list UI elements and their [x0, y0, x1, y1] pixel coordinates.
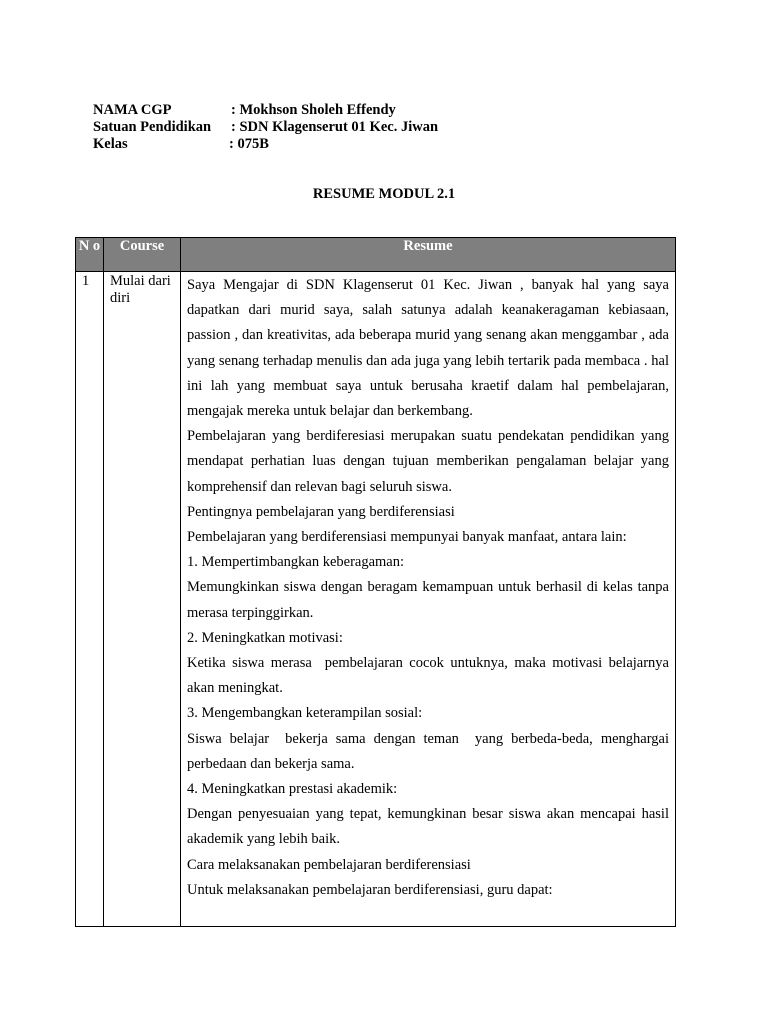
column-header-course: Course — [104, 238, 181, 272]
resume-paragraph: Pembelajaran yang berdiferesiasi merupakan suatu pendekatan pendidikan yang mendapat perhatian luas dengan tujuan memberikan pengalaman belajar yang komprehensif dan relevan bagi seluruh siswa. — [187, 428, 669, 495]
field-value: : Mokhson Sholeh Effendy — [231, 102, 396, 118]
table-header-row — [76, 238, 676, 272]
resume-list-item: 2. Meningkatkan motivasi: — [187, 629, 343, 646]
resume-paragraph: Dengan penyesuaian yang tepat, kemungkinan besar siswa akan mencapai hasil akademik yang lebih baik. — [187, 806, 669, 848]
field-kelas — [93, 136, 438, 153]
resume-list-item: 1. Mempertimbangkan keberagaman: — [187, 554, 405, 571]
field-label: Satuan Pendidikan — [93, 119, 212, 135]
resume-paragraph: Ketika siswa merasa pembelajaran cocok untuknya, maka motivasi belajarnya akan meningkat. — [187, 655, 673, 697]
column-header-resume: Resume — [181, 238, 676, 272]
cell-course: Mulai dari diri — [104, 272, 181, 927]
resume-paragraph: Untuk melaksanakan pembelajaran berdiferensiasi, guru dapat: — [187, 881, 553, 898]
field-value: : SDN Klagenserut 01 Kec. Jiwan — [231, 119, 439, 135]
resume-heading: Pentingnya pembelajaran yang berdiferensiasi — [187, 503, 455, 520]
resume-table — [75, 237, 676, 927]
table-row — [76, 272, 676, 927]
resume-heading: Cara melaksanakan pembelajaran berdiferensiasi — [187, 856, 471, 873]
identity-header — [93, 102, 438, 153]
resume-paragraph: Memungkinkan siswa dengan beragam kemampuan untuk berhasil di kelas tanpa merasa terpinggirkan. — [187, 579, 669, 621]
document-title: RESUME MODUL 2.1 — [312, 186, 456, 202]
resume-list-item: 4. Meningkatkan prestasi akademik: — [187, 781, 398, 798]
field-label: NAMA CGP — [93, 102, 172, 118]
field-nama-cgp — [93, 102, 438, 119]
resume-paragraph: Pembelajaran yang berdiferensiasi mempunyai banyak manfaat, antara lain: — [187, 529, 627, 546]
field-label: Kelas — [93, 136, 128, 152]
field-satuan-pendidikan — [93, 119, 438, 136]
resume-list-item: 3. Mengembangkan keterampilan sosial: — [187, 705, 423, 722]
cell-no: 1 — [76, 272, 104, 927]
resume-paragraph: Saya Mengajar di SDN Klagenserut 01 Kec. Jiwan , banyak hal yang saya dapatkan dari murid saya, salah satunya adalah keanakeragaman kebiasaan, passion , dan kreativitas, ada beberapa murid yang senang akan menggambar , ada yang senang terhadap menulis dan ada juga yang lebih tertarik pada membaca . hal ini lah yang membuat saya untuk berusaha kraetif dalam hal pembelajaran, mengajak mereka untuk belajar dan berkembang. — [187, 277, 669, 420]
resume-paragraph: Siswa belajar bekerja sama dengan teman yang berbeda-beda, menghargai perbedaan dan bekerja sama. — [187, 730, 673, 772]
field-value: : 075B — [229, 136, 269, 152]
column-header-no: N o — [76, 238, 104, 272]
cell-resume — [181, 272, 676, 927]
